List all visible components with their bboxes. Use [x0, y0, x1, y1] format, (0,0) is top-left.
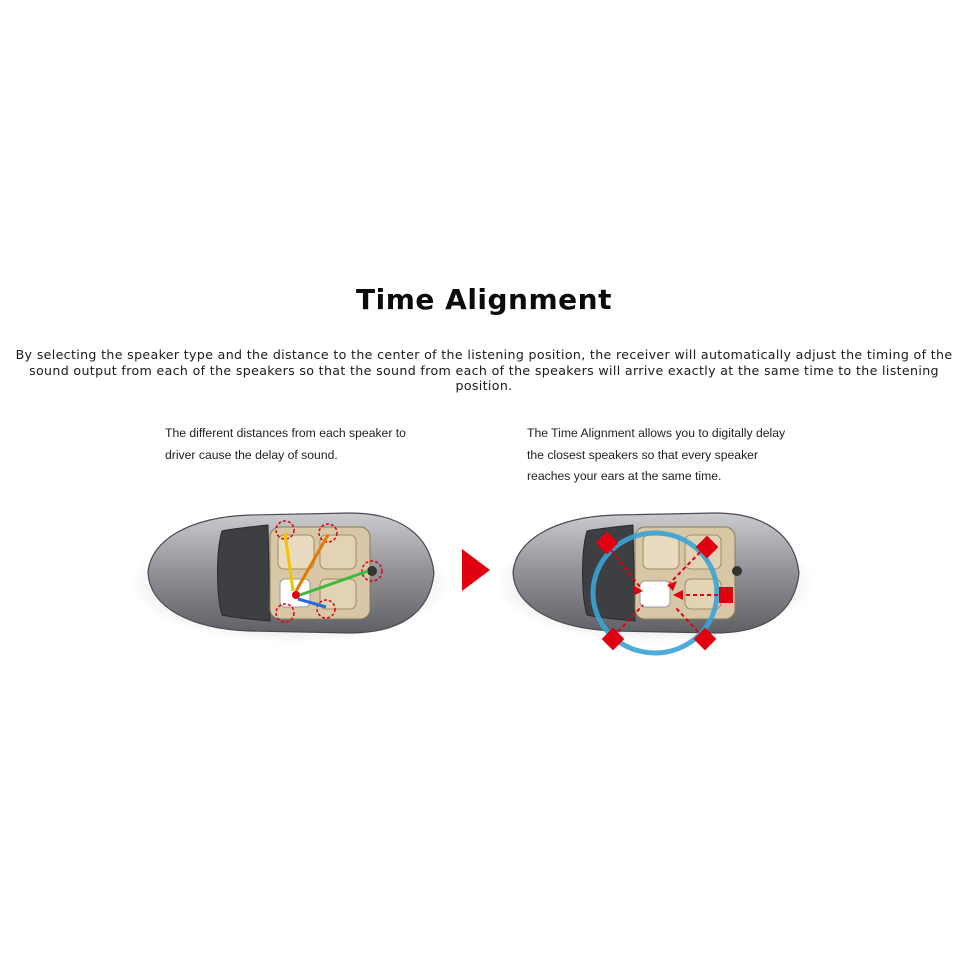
- right-caption-line-3: reaches your ears at the same time.: [527, 469, 722, 483]
- car-diagram-before: [130, 495, 450, 655]
- right-caption: [527, 423, 827, 488]
- speaker-icon: [367, 566, 377, 576]
- car-top-view-illustration: [130, 495, 450, 655]
- next-arrow-icon: [460, 547, 492, 593]
- right-caption-line-1: The Time Alignment allows you to digitally delay: [527, 426, 786, 440]
- left-caption-line-2: driver cause the delay of sound.: [165, 447, 338, 462]
- car-top-view-illustration: [495, 495, 815, 675]
- page-title: Time Alignment: [356, 283, 612, 316]
- left-caption-line-1: The different distances from each speaker to: [165, 426, 406, 440]
- speaker-icon: [732, 566, 742, 576]
- right-caption-line-2: the closest speakers so that every speaker: [527, 447, 759, 462]
- car-diagram-after: [495, 495, 815, 675]
- page-description: By selecting the speaker type and the distance to the center of the listening position, the receiver will automatically adjust the timing of the sound output from each of the speakers so that the sound from each of the speakers will arrive exactly at the same time to the listening position.: [15, 347, 953, 393]
- left-caption: [165, 423, 465, 466]
